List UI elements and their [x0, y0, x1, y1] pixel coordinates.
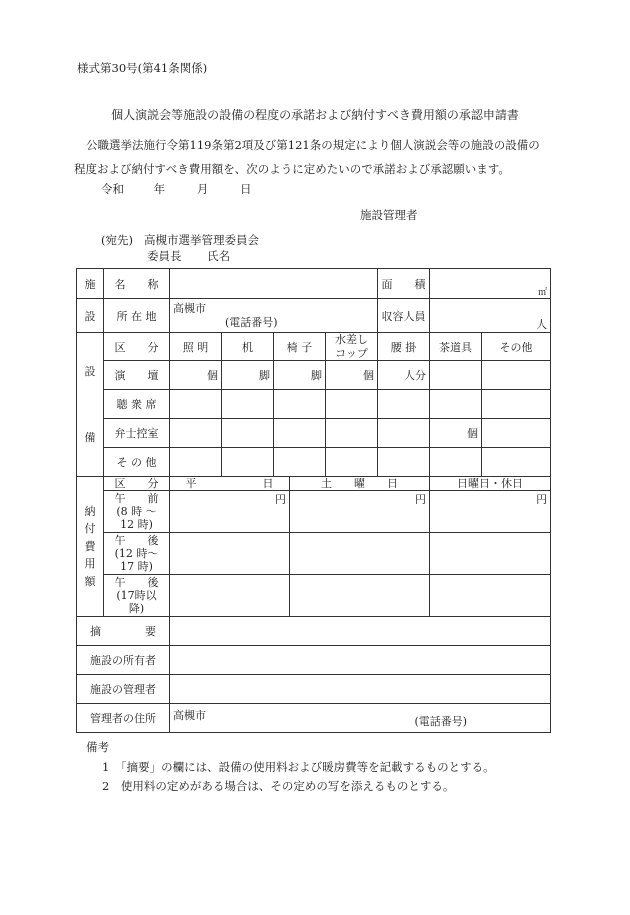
podium-other[interactable]: [482, 361, 551, 390]
area-label: 面 積: [378, 269, 430, 299]
yen-unit: 円: [275, 493, 286, 507]
fee-morning-holiday[interactable]: [430, 491, 551, 533]
yen-unit: 円: [536, 493, 548, 507]
speaker-desk[interactable]: [222, 419, 274, 448]
location-field[interactable]: [170, 299, 378, 333]
fee-header-saturday: 土 曜 日: [290, 477, 430, 491]
fee-label: [77, 477, 104, 617]
intro-paragraph: 公職選挙法施行令第119条第2項及び第121条の規定により個人演説会等の施設の設備の程度および納付すべき費用額を、次のように定めたいので承諾および承認願います。: [74, 138, 540, 176]
eq-header-desk: 机: [222, 333, 274, 361]
manager-address-label: 管理者の住所: [77, 704, 170, 733]
other-other[interactable]: [482, 448, 551, 477]
equipment-label: [77, 333, 104, 477]
eq-header-chair: 椅 子: [274, 333, 326, 361]
addressee-prefix: (宛先): [101, 233, 133, 247]
row-label-podium: 演 壇: [104, 361, 170, 390]
chair-name-label: 氏名: [207, 249, 231, 263]
application-table: [76, 268, 551, 733]
area-unit: ㎡: [538, 288, 548, 298]
audience-tea-set[interactable]: [430, 390, 482, 419]
manager-label: 施設管理者: [360, 208, 418, 222]
audience-bench[interactable]: [378, 390, 430, 419]
fee-row-morning-label: [104, 491, 170, 533]
podium-chair[interactable]: 脚: [274, 361, 326, 390]
fee-row-label-3: 降): [128, 602, 145, 616]
date-era: 令和: [101, 182, 124, 196]
notes-heading: 備考: [86, 740, 109, 754]
fee-label-char: 納: [84, 504, 96, 518]
addressee-name: 高槻市選挙管理委員会: [143, 233, 259, 247]
podium-water[interactable]: 個: [326, 361, 378, 390]
owner-label: 施設の所有者: [77, 646, 170, 675]
manager-field[interactable]: [170, 675, 551, 704]
capacity-unit: 人: [536, 318, 548, 331]
fee-row-afternoon-label: [104, 533, 170, 575]
manager-address-value: 高槻市: [173, 709, 206, 723]
fee-row-label-3: 17 時): [120, 560, 153, 574]
fee-row-label-2: (12 時〜: [114, 547, 159, 561]
fee-label-char: 額: [84, 574, 96, 588]
fee-row-label-1: 午 後: [114, 575, 159, 589]
speaker-other[interactable]: [482, 419, 551, 448]
row-label-other: そ の 他: [104, 448, 170, 477]
date-month: 月: [196, 182, 209, 196]
speaker-chair[interactable]: [274, 419, 326, 448]
capacity-label: 収容人員: [378, 299, 430, 333]
fee-row-evening-label: [104, 575, 170, 617]
other-lighting[interactable]: [170, 448, 222, 477]
fee-morning-saturday[interactable]: [290, 491, 430, 533]
document-title: 個人演説会等施設の設備の程度の承諾および納付すべき費用額の承認申請書: [111, 108, 519, 122]
other-desk[interactable]: [222, 448, 274, 477]
summary-label: 摘 要: [77, 617, 170, 646]
fee-evening-saturday[interactable]: [290, 575, 430, 617]
podium-lighting[interactable]: 個: [170, 361, 222, 390]
fee-row-label-1: 午 後: [114, 533, 159, 547]
audience-lighting[interactable]: [170, 390, 222, 419]
fee-label-char: 費: [84, 539, 96, 553]
row-label-speaker-room: 弁士控室: [104, 419, 170, 448]
eq-header-lighting: 照 明: [170, 333, 222, 361]
fee-afternoon-saturday[interactable]: [290, 533, 430, 575]
owner-field[interactable]: [170, 646, 551, 675]
other-chair[interactable]: [274, 448, 326, 477]
note-item-1: 1 「摘要」の欄には、設備の使用料および暖房費等を記載するものとする。: [102, 760, 495, 774]
audience-water[interactable]: [326, 390, 378, 419]
fee-row-label-1: 午 前: [114, 491, 159, 505]
podium-desk[interactable]: 脚: [222, 361, 274, 390]
equipment-category-label: 区 分: [104, 333, 170, 361]
yen-unit: 円: [415, 493, 427, 507]
manager-phone-label: (電話番号): [414, 715, 468, 729]
podium-tea-set[interactable]: [430, 361, 482, 390]
facility-label-2: 設: [77, 299, 104, 333]
capacity-field[interactable]: [430, 299, 551, 333]
fee-category-label: 区 分: [104, 477, 170, 491]
location-label: 所 在 地: [104, 299, 170, 333]
fee-label-char: 付: [84, 522, 96, 536]
equipment-label-1: 設: [84, 364, 96, 378]
facility-label-1: 施: [77, 269, 104, 299]
summary-field[interactable]: [170, 617, 551, 646]
eq-header-other: その他: [482, 333, 551, 361]
other-bench[interactable]: [378, 448, 430, 477]
note-item-2: 2 使用料の定めがある場合は、その定めの写を添えるものとする。: [102, 779, 455, 793]
location-value: 高槻市: [173, 302, 206, 316]
date-line: [101, 181, 251, 197]
fee-header-holiday: 日曜日・休日: [430, 477, 551, 491]
fee-row-label-2: (17時以: [116, 589, 157, 603]
fee-morning-weekday[interactable]: [170, 491, 290, 533]
equipment-label-2: 備: [84, 430, 96, 444]
fee-label-char: 用: [84, 557, 96, 571]
eq-header-tea-set: 茶道具: [430, 333, 482, 361]
other-tea-set[interactable]: [430, 448, 482, 477]
fee-row-label-3: 12 時): [120, 518, 153, 532]
eq-header-bench: 腰 掛: [378, 333, 430, 361]
speaker-tea-set[interactable]: 個: [430, 419, 482, 448]
area-field[interactable]: [430, 269, 551, 299]
fee-evening-weekday[interactable]: [170, 575, 290, 617]
fee-afternoon-holiday[interactable]: [430, 533, 551, 575]
form-number: 様式第30号(第41条関係): [77, 61, 208, 75]
speaker-water[interactable]: [326, 419, 378, 448]
eq-header-water: 水差し コップ: [326, 333, 378, 361]
speaker-lighting[interactable]: [170, 419, 222, 448]
podium-bench[interactable]: 人分: [378, 361, 430, 390]
row-label-audience: 聴 衆 席: [104, 390, 170, 419]
other-water[interactable]: [326, 448, 378, 477]
chair-title: 委員長: [147, 249, 182, 263]
location-phone-label: (電話番号): [225, 315, 278, 329]
fee-evening-holiday[interactable]: [430, 575, 551, 617]
name-label: 名 称: [104, 269, 170, 299]
manager-address-field[interactable]: [170, 704, 551, 733]
audience-desk[interactable]: [222, 390, 274, 419]
manager-row-label: 施設の管理者: [77, 675, 170, 704]
addressee: [101, 232, 259, 248]
chair-line: [147, 248, 230, 264]
name-field[interactable]: [170, 269, 378, 299]
date-day: 日: [239, 182, 252, 196]
fee-row-label-2: (8 時 〜: [116, 505, 157, 519]
date-year: 年: [153, 182, 166, 196]
fee-afternoon-weekday[interactable]: [170, 533, 290, 575]
audience-chair[interactable]: [274, 390, 326, 419]
fee-header-weekday: 平 日: [170, 477, 290, 491]
speaker-bench[interactable]: [378, 419, 430, 448]
audience-other[interactable]: [482, 390, 551, 419]
